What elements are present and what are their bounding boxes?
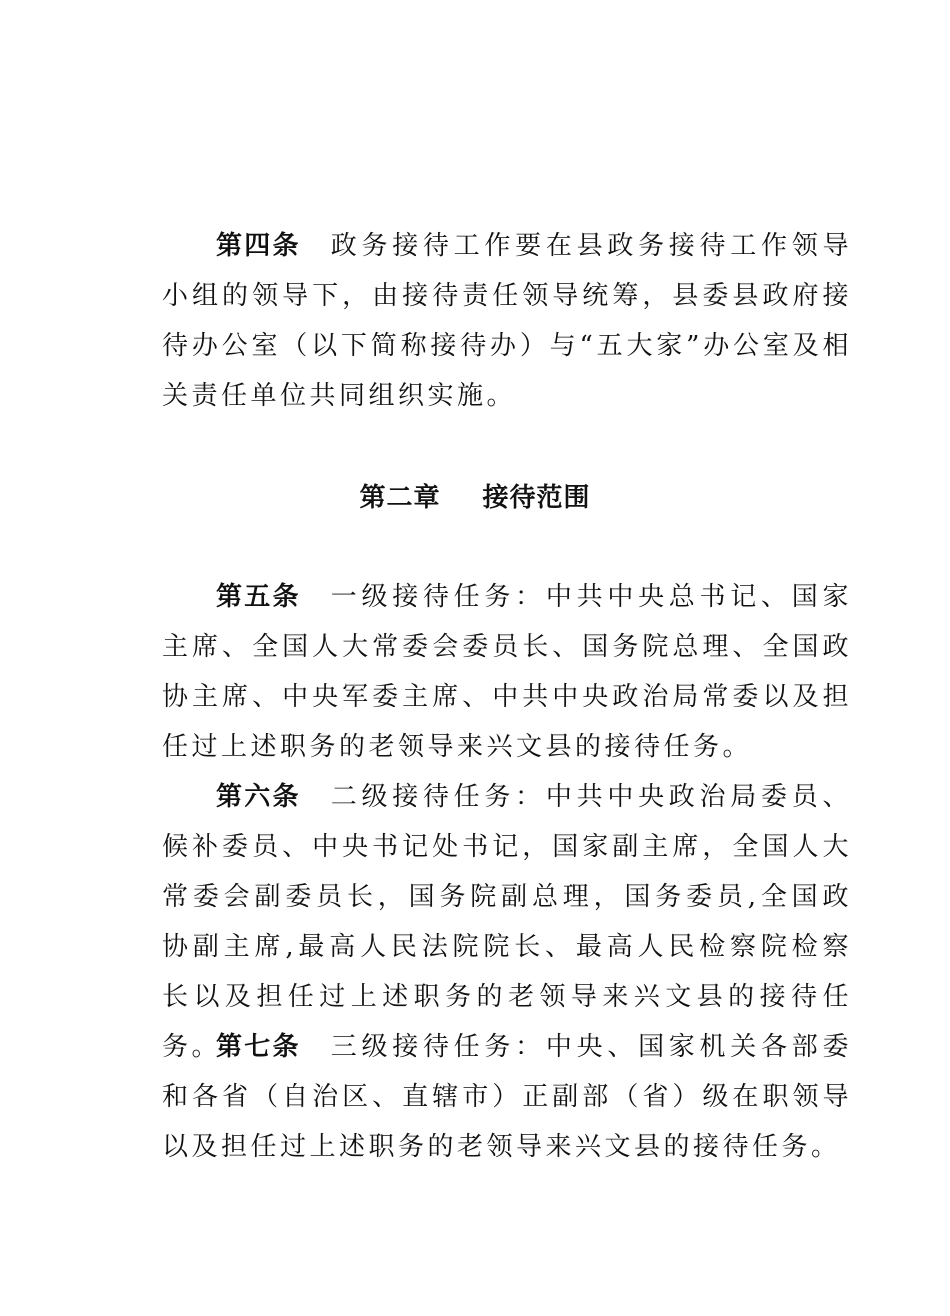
article-4-label: 第四条 (216, 231, 301, 261)
article-6-text: 二级接待任务：中共中央政治局委员、候补委员、中央书记处书记，国家副主席，全国人大常委会副委员长，国务院副总理，国务委员,全国政协副主席,最高人民法院院长、最高人民检察院检察长以及担任过上述职务的老领导来兴文县的接待任务。 (162, 782, 852, 1062)
article-7 (162, 1022, 852, 1172)
chapter-title: 接待范围 (482, 483, 591, 513)
article-5 (162, 572, 852, 772)
chapter-number: 第二章 (359, 483, 441, 513)
article-4 (162, 221, 852, 421)
article-4-text: 政务接待工作要在县政务接待工作领导小组的领导下，由接待责任领导统筹，县委县政府接待办公室（以下简称接待办）与“五大家”办公室及相关责任单位共同组织实施。 (162, 231, 852, 411)
article-5-text: 一级接待任务：中共中央总书记、国家主席、全国人大常委会委员长、国务院总理、全国政协主席、中央军委主席、中共中央政治局常委以及担任过上述职务的老领导来兴文县的接待任务。 (162, 582, 852, 762)
article-5-label: 第五条 (216, 582, 301, 612)
article-7-label: 第七条 (216, 1032, 301, 1062)
chapter-heading (0, 478, 950, 518)
article-7-text: 三级接待任务：中央、国家机关各部委和各省（自治区、直辖市）正副部（省）级在职领导以及担任过上述职务的老领导来兴文县的接待任务。 (162, 1032, 852, 1162)
article-6-label: 第六条 (216, 782, 301, 812)
